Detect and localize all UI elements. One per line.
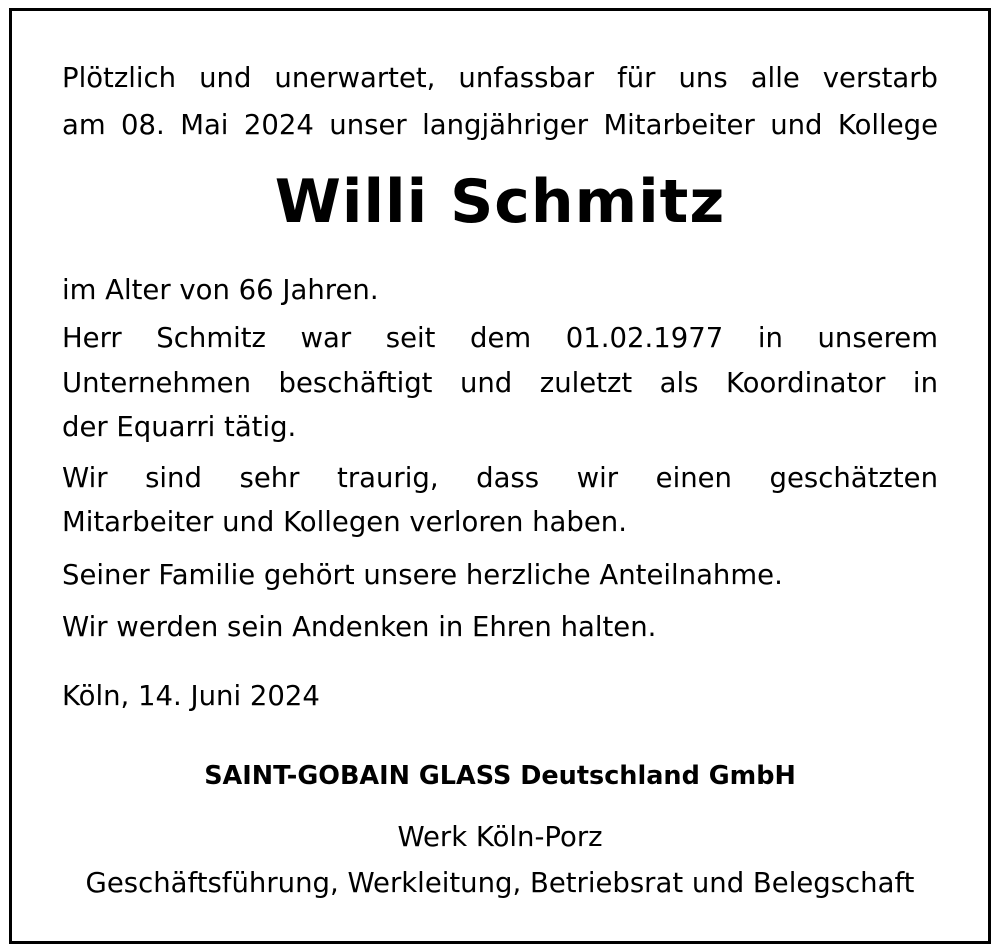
sorrow-line-1: Wir sind sehr traurig, dass wir einen geschätzten — [62, 462, 938, 494]
intro-line-2: am 08. Mai 2024 unser langjähriger Mitarbeiter und Kollege — [62, 109, 938, 141]
career-line-1: Herr Schmitz war seit dem 01.02.1977 in unserem — [62, 322, 938, 354]
obituary-content — [62, 0, 938, 952]
condolence-line: Seiner Familie gehört unsere herzliche Anteilnahme. — [62, 559, 783, 591]
career-line-3: der Equarri tätig. — [62, 411, 297, 443]
place-date: Köln, 14. Juni 2024 — [62, 680, 320, 712]
plant-name: Werk Köln-Porz — [397, 821, 603, 853]
memory-line: Wir werden sein Andenken in Ehren halten. — [62, 611, 657, 643]
deceased-name: Willi Schmitz — [274, 167, 726, 237]
age-line: im Alter von 66 Jahren. — [62, 274, 379, 306]
company-name: SAINT-GOBAIN GLASS Deutschland GmbH — [204, 761, 796, 791]
intro-line-1: Plötzlich und unerwartet, unfassbar für uns alle verstarb — [62, 62, 938, 94]
career-line-2: Unternehmen beschäftigt und zuletzt als Koordinator in — [62, 367, 938, 399]
sorrow-line-2: Mitarbeiter und Kollegen verloren haben. — [62, 506, 627, 538]
signatory-groups: Geschäftsführung, Werkleitung, Betriebsrat und Belegschaft — [85, 867, 915, 899]
